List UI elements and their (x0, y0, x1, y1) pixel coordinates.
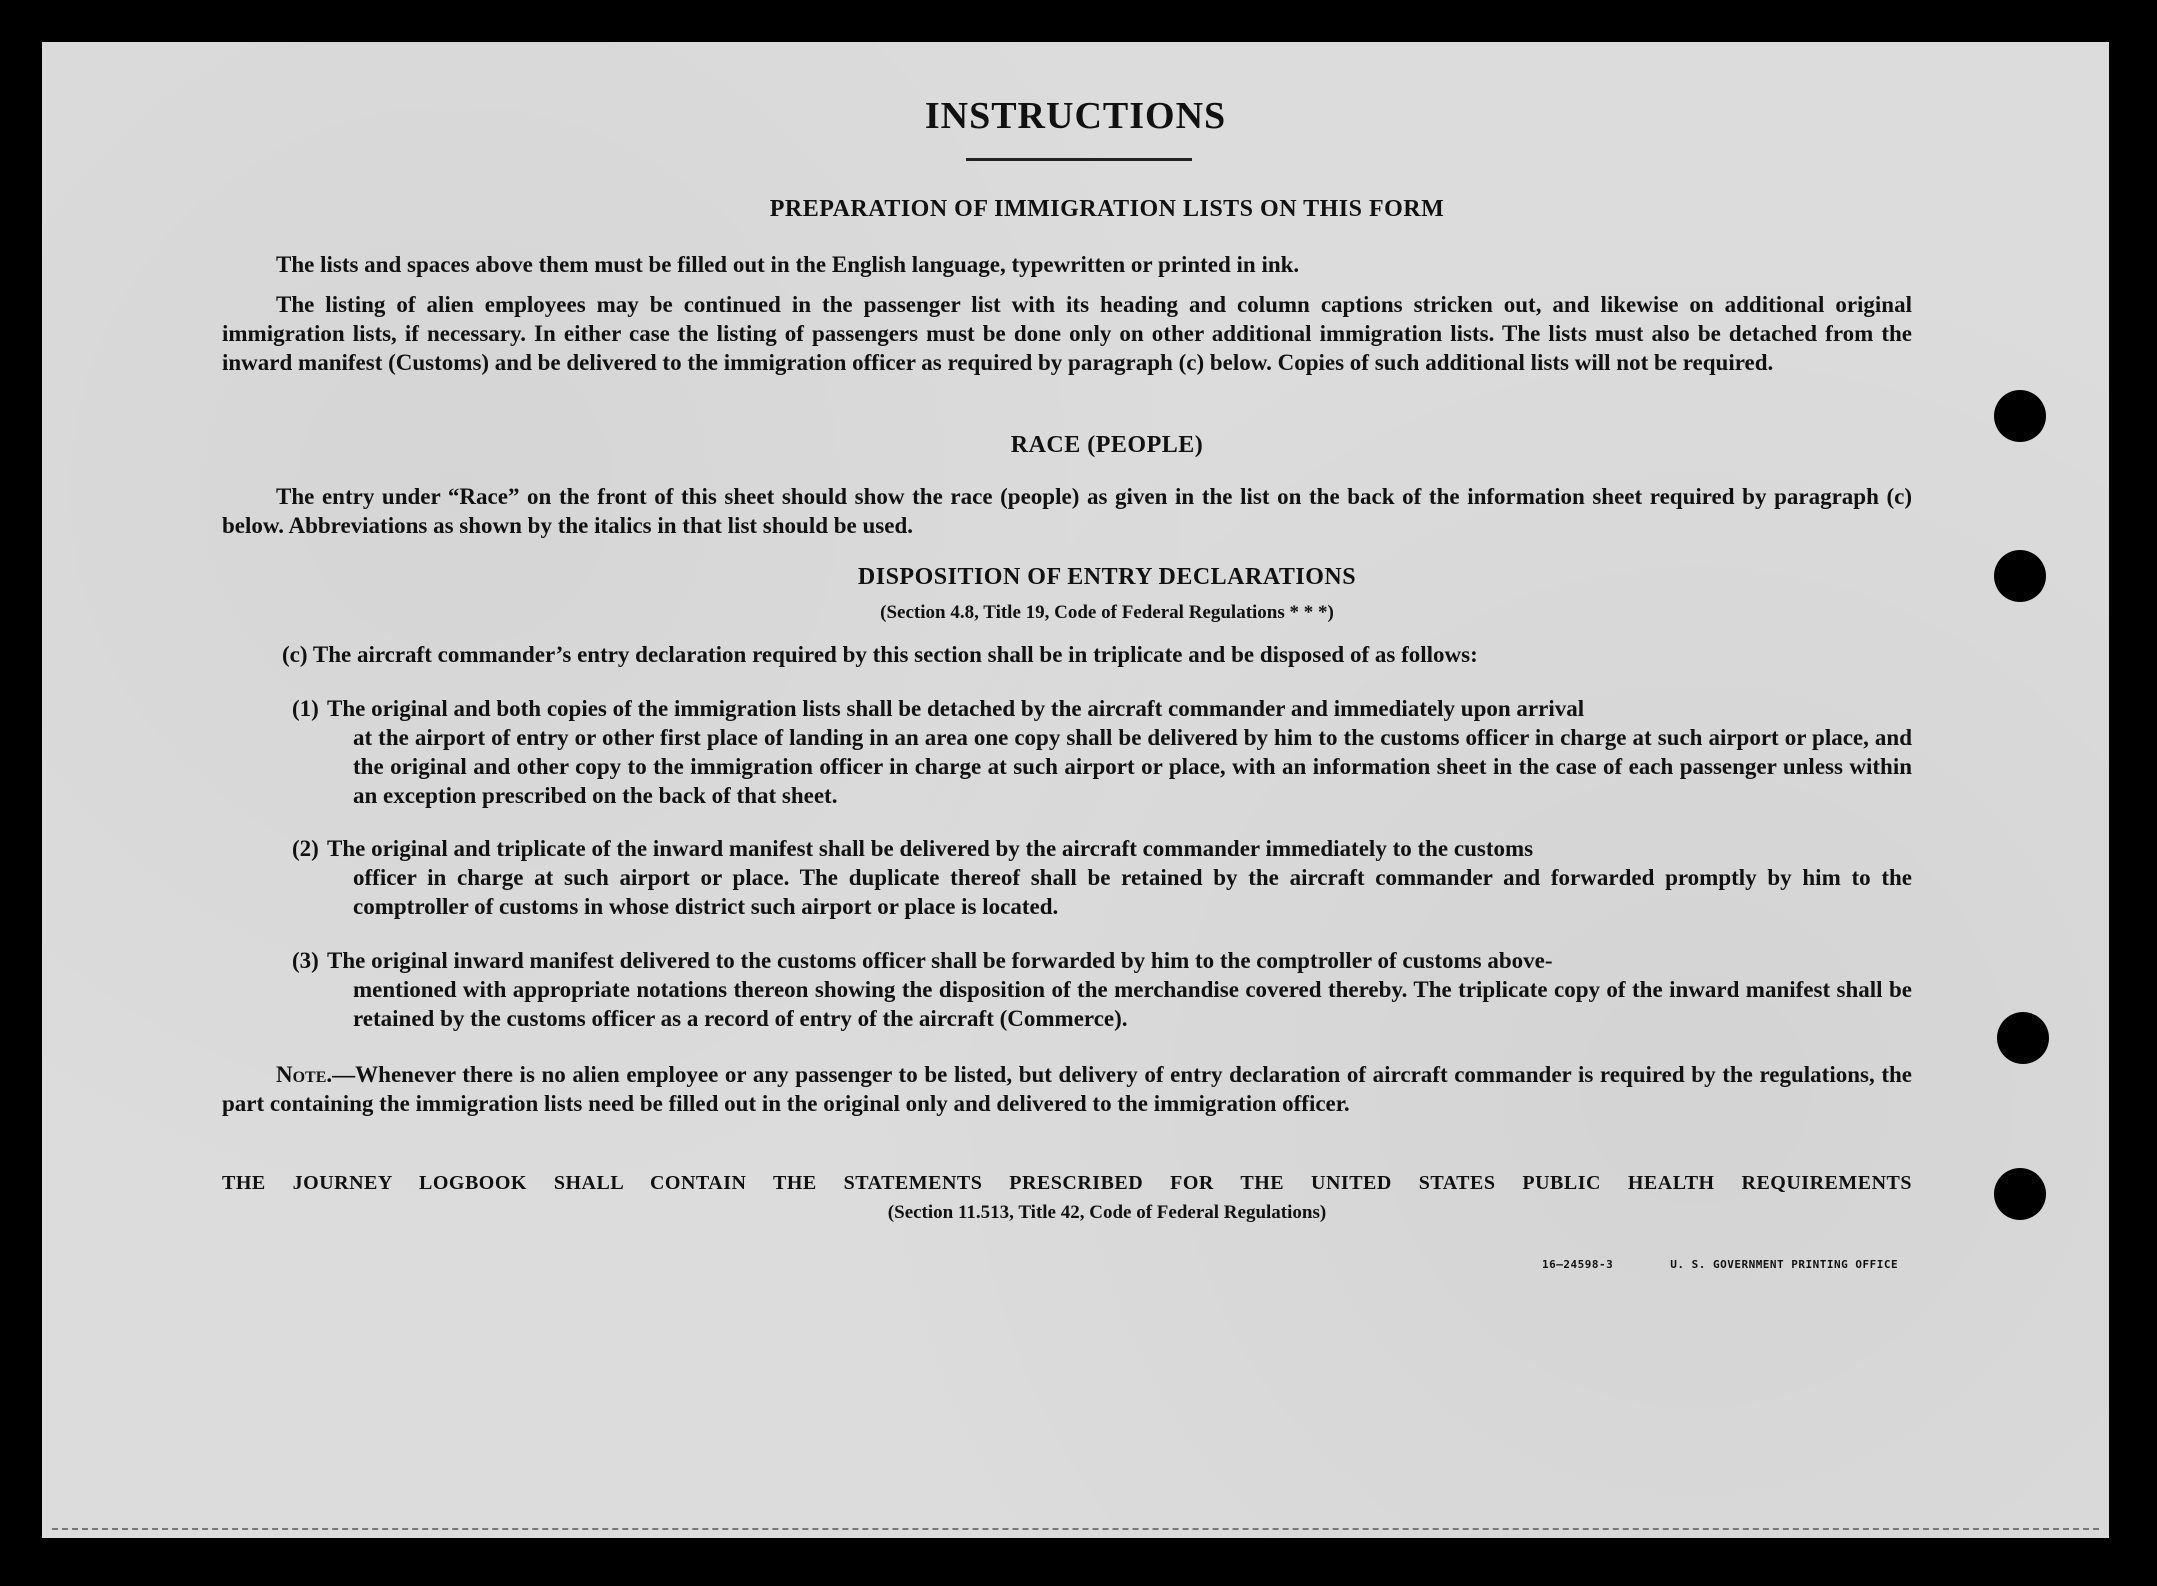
page-title: INSTRUCTIONS (924, 95, 1227, 137)
punch-hole (1997, 1012, 2049, 1064)
heading-disposition: DISPOSITION OF ENTRY DECLARATIONS (857, 564, 1357, 590)
item-continuation: officer in charge at such airport or place. The duplicate thereof shall be retained by the aircraft commander and forwarded promptly by him to the comptroller of customs in whose district such airport or place is located. (353, 865, 1912, 919)
punch-hole (1994, 550, 2046, 602)
paragraph-note (222, 1060, 1912, 1118)
form-number (1542, 1258, 1898, 1271)
note-label: Note. (276, 1062, 333, 1087)
citation-section-11-513: (Section 11.513, Title 42, Code of Federal Regulations) (887, 1202, 1327, 1223)
perforation-line (52, 1528, 2099, 1530)
printer-credit: U. S. GOVERNMENT PRINTING OFFICE (1670, 1258, 1899, 1271)
citation-section-4-8: (Section 4.8, Title 19, Code of Federal Regulations * * *) (880, 602, 1334, 623)
item-first-line: The original inward manifest delivered to the customs officer shall be forwarded by him to the comptroller of customs above- (327, 948, 1553, 973)
punch-hole (1994, 1168, 2046, 1220)
document-sheet (42, 42, 2109, 1538)
item-number: (2) (292, 836, 319, 861)
list-item (292, 694, 1912, 810)
paragraph-race: The entry under “Race” on the front of this sheet should show the race (people) as given in the list on the back of the information sheet required by paragraph (c) below. Abbreviations as shown by the italics in that list should be used. (222, 484, 1912, 538)
list-item (292, 946, 1912, 1033)
item-first-line: The original and both copies of the immigration lists shall be detached by the aircraft commander and immediately upon arrival (327, 696, 1585, 721)
item-first-line: The original and triplicate of the inward manifest shall be delivered by the aircraft commander immediately to the customs (327, 836, 1534, 861)
paragraph-preparation-2: The listing of alien employees may be continued in the passenger list with its heading and column captions stricken out, and likewise on additional original immigration lists, if necessary. In either case the listing of passengers must be done only on other additional immigration lists. The lists must also be detached from the inward manifest (Customs) and be delivered to the immigration officer as required by paragraph (c) below. Copies of such additional lists will not be required. (222, 292, 1912, 375)
title-underline (966, 158, 1192, 161)
note-text: —Whenever there is no alien employee or any passenger to be listed, but delivery of entry declaration of aircraft commander is required by the regulations, the part containing the immigration lists need be filled out in the original only and delivered to the immigration officer. (222, 1062, 1912, 1116)
paragraph-preparation-1: The lists and spaces above them must be filled out in the English language, typewritten or printed in ink. (276, 252, 1300, 277)
heading-preparation: PREPARATION OF IMMIGRATION LISTS ON THIS FORM (769, 196, 1445, 222)
paragraph-c-intro: (c) The aircraft commander’s entry declaration required by this section shall be in triplicate and be disposed of as follows: (282, 642, 1478, 667)
list-item (292, 834, 1912, 921)
logbook-statement: THE JOURNEY LOGBOOK SHALL CONTAIN THE STATEMENTS PRESCRIBED FOR THE UNITED STATES PUBLIC HEALTH REQUIREMENTS (222, 1172, 1912, 1194)
item-continuation: at the airport of entry or other first place of landing in an area one copy shall be delivered by him to the customs officer in charge at such airport or place, and the original and other copy to the immigration officer in charge at such airport or place, with an information sheet in the case of each passenger unless within an exception prescribed on the back of that sheet. (353, 725, 1912, 808)
item-number: (1) (292, 696, 319, 721)
form-code: 16—24598-3 (1542, 1258, 1614, 1271)
item-continuation: mentioned with appropriate notations thereon showing the disposition of the merchandise covered thereby. The triplicate copy of the inward manifest shall be retained by the customs officer as a record of entry of the aircraft (Commerce). (353, 977, 1912, 1031)
heading-race: RACE (PEOPLE) (1010, 432, 1204, 458)
punch-hole (1994, 390, 2046, 442)
item-number: (3) (292, 948, 319, 973)
